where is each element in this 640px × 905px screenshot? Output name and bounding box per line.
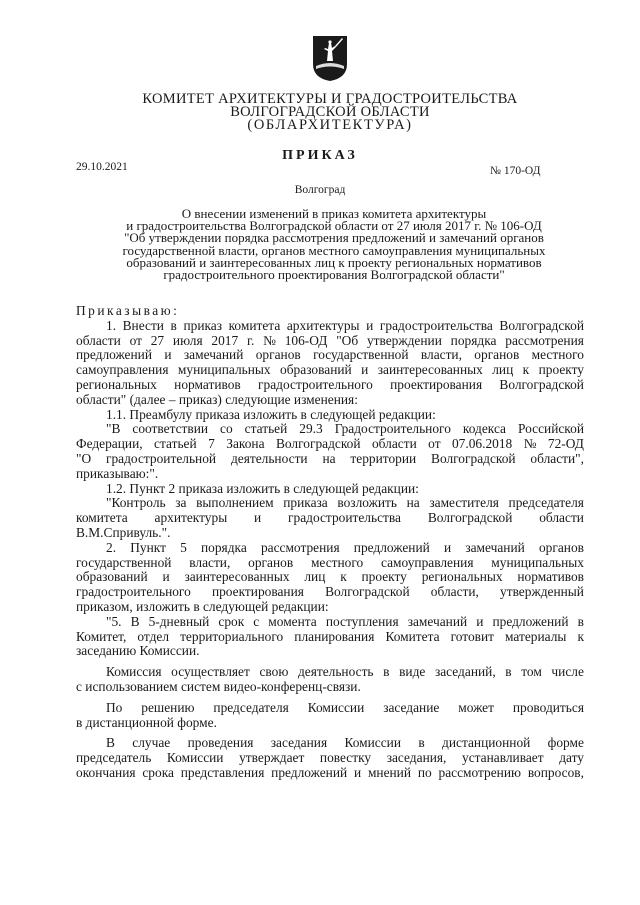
body-text-line: государственной власти, органов местного самоуправления муниципальных	[76, 554, 584, 570]
body-text-line: "5. В 5-дневный срок с момента поступления замечаний и предложений в	[106, 613, 584, 629]
body-text-line: "В соответствии со статьей 29.3 Градостроительного кодекса Российской	[106, 421, 584, 437]
body-text-line: с использованием систем видео-конференц-связи.	[76, 678, 361, 694]
body-text-line: Комитет, отдел территориального планирования Комитета готовит материалы к	[76, 628, 584, 644]
body-text-line: области" (далее – приказ) следующие изменения:	[76, 391, 358, 407]
document-subject	[90, 208, 578, 281]
body-text-line: 2. Пункт 5 порядка рассмотрения предложений и замечаний органов	[106, 539, 584, 555]
body-text-line: 1. Внести в приказ комитета архитектуры и градостроительства Волгоградской	[106, 317, 584, 333]
organization-name-line1: КОМИТЕТ АРХИТЕКТУРЫ И ГРАДОСТРОИТЕЛЬСТВА	[142, 91, 518, 107]
body-text-line: приказываю:".	[76, 465, 159, 481]
order-word: Приказываю:	[76, 303, 180, 318]
body-text-line: комитета архитектуры и градостроительства Волгоградской области	[76, 510, 584, 526]
body-text-line: области от 27 июля 2017 г. № 106-ОД "Об утверждении порядка рассмотрения	[76, 332, 584, 348]
body-text-line: в дистанционной форме.	[76, 714, 217, 730]
body-text-line: региональных нормативов градостроительного проектирования Волгоградской	[76, 376, 584, 392]
subject-line: и градостроительства Волгоградской области от 27 июля 2017 г. № 106-ОД	[126, 218, 542, 234]
subject-line: градостроительного проектирования Волгоградской области"	[163, 267, 505, 283]
subject-line: О внесении изменений в приказ комитета архитектуры	[181, 206, 487, 221]
body-text-line: "Контроль за выполнением приказа возложить на заместителя председателя	[106, 495, 584, 511]
document-number: № 170-ОД	[490, 165, 541, 177]
body-text-line: градостроительного проектирования Волгоградской области, утвержденный	[76, 584, 584, 600]
body-text-line: 1.1. Преамбулу приказа изложить в следующей редакции:	[106, 406, 436, 422]
body-text-line: В.М.Спривуль.".	[76, 524, 171, 540]
body-text-line: Комиссия осуществляет свою деятельность в виде заседаний, в том числе	[106, 664, 584, 680]
body-text-line: "О градостроительной деятельности на территории Волгоградской области",	[76, 450, 584, 466]
subject-line: "Об утверждении порядка рассмотрения предложений и замечаний органов	[124, 230, 544, 246]
body-text-line: предложений и замечаний органов государственной власти, органов местного	[76, 347, 584, 363]
document-date: 29.10.2021	[76, 161, 128, 173]
document-body	[76, 304, 584, 781]
body-text-line: По решению председателя Комиссии заседание может проводиться	[106, 699, 584, 715]
document-city: Волгоград	[294, 184, 346, 196]
body-text-line: самоуправления муниципальных образований и заинтересованных лиц к проекту	[76, 362, 584, 378]
document-type-title: ПРИКАЗ	[282, 148, 358, 163]
organization-short-name: (ОБЛАРХИТЕКТУРА)	[247, 117, 413, 133]
coat-of-arms-emblem-icon	[311, 34, 349, 82]
body-text-line: заседанию Комиссии.	[76, 643, 200, 659]
body-text-line: 1.2. Пункт 2 приказа изложить в следующей редакции:	[106, 480, 419, 496]
body-text-line: образований и заинтересованных лиц к проекту региональных нормативов	[76, 569, 584, 585]
body-text-line: Федерации, статьей 7 Закона Волгоградской области от 07.06.2018 № 72-ОД	[76, 436, 584, 452]
organization-name-line2: ВОЛГОГРАДСКОЙ ОБЛАСТИ	[230, 104, 430, 120]
body-text-line: приказом, изложить в следующей редакции:	[76, 598, 329, 614]
subject-line: образований и заинтересованных лиц к проекту региональных нормативов	[126, 254, 542, 270]
body-text-line: В случае проведения заседания Комиссии в дистанционной форме	[106, 735, 584, 751]
body-text-line: председатель Комиссии утверждает повестку заседания, устанавливает дату	[76, 750, 584, 766]
body-text-line: окончания срока представления предложений и мнений по рассмотрению вопросов,	[76, 764, 584, 780]
subject-line: государственной власти, органов местного самоуправления муниципальных	[122, 242, 546, 258]
